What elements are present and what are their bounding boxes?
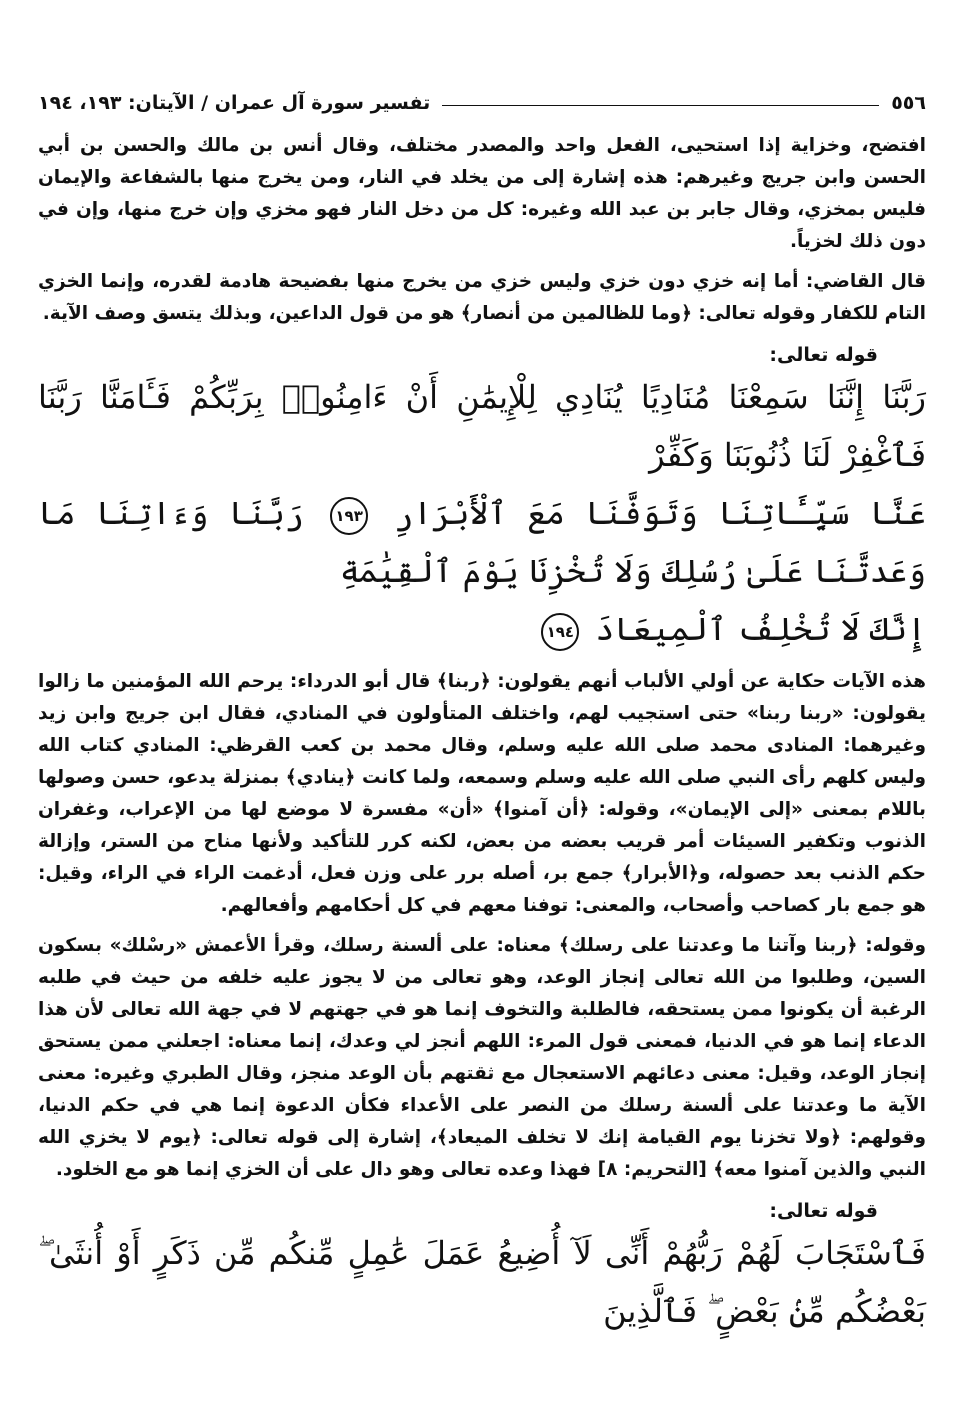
quran-verse-block: [38, 1224, 926, 1340]
verse-line: [38, 484, 926, 600]
verse-number-icon: ١٩٤: [541, 613, 579, 651]
verse-text: إِنَّكَ لَا تُخْلِفُ ٱلْمِيعَادَ: [595, 610, 926, 648]
commentary-paragraph: قال القاضي: أما إنه خزي دون خزي وليس خزي من يخرج منها بفضيحة هادمة لقدره، وإنما الخزي التام للكفار وقوله تعالى: ﴿وما للظالمين من أنصار﴾ هو من قول الداعين، وبذلك يتسق وصف الآية.: [38, 271, 926, 324]
commentary-paragraph: هذه الآيات حكاية عن أولي الألباب أنهم يقولون: ﴿ربنا﴾ قال أبو الدرداء: يرحم الله المؤمنين ما زالوا يقولون: «ربنا ربنا» حتى استجيب لهم، واختلف المتأولون في المنادي، فقال ابن جريج وابن زيد وغيرهما: المنادى محمد صلى الله عليه وسلم، وقال محمد بن كعب القرظي: المنادي كتاب الله وليس كلهم رأى النبي صلى الله عليه وسلم وسمعه، ولما كانت ﴿ينادي﴾ بمنزلة يدعو، حسن وصولها باللام بمعنى «إلى الإيمان»، وقوله: ﴿أن آمنوا﴾ «أن» مفسرة لا موضع لها من الإعراب، وغفران الذنوب وتكفير السيئات أمر قريب بعضه من بعض، لكنه كرر للتأكيد ولأنها مناح من الستر، وإزالة حكم الذنب بعد حصوله، و﴿الأبرار﴾ جمع بر، أصله برر على وزن فعل، أدغمت الراء في الراء، وقيل: هو جمع بار كصاحب وأصحاب، والمعنى: توفنا معهم في كل أحكامهم وأفعالهم.: [38, 671, 926, 916]
verse-text: عَنَّا سَيِّـَٔاتِنَا وَتَوَفَّنَا مَعَ ٱلْأَبْرَارِ: [394, 494, 926, 532]
page-header: [38, 88, 926, 118]
verse-line: [38, 600, 926, 658]
running-title: تفسير سورة آل عمران / الآيتان: ١٩٣، ١٩٤: [38, 92, 431, 114]
commentary-paragraph: وقوله: ﴿ربنا وآتنا ما وعدتنا على رسلك﴾ معناه: على ألسنة رسلك، وقرأ الأعمش «رسْلك» بسكون السين، وطلبوا من الله تعالى إنجاز الوعد، وهو تعالى من لا يجوز عليه خلفه من حيث في طلبه الرغبة أن يكونوا ممن يستحقه، فالطلبة والتخوف إنما هو في جهتهم لا في جهة الله تعالى لأن هذا الدعاء إنما هو في الدنيا، فمعنى قول المرء: اللهم أنجز لي وعدك، إنما معناه: اجعلني ممن يستحق إنجاز الوعد، وقيل: معنى دعائهم الاستعجال مع ثقتهم بأن الوعد منجز، وقال الطبري وغيره: معنى الآية ما وعدتنا على ألسنة رسلك من النصر على الأعداء فكأن الدعوة إنما هي في حكم الدنيا، وقولهم: ﴿ولا تخزنا يوم القيامة إنك لا تخلف الميعاد﴾، إشارة إلى قوله تعالى: ﴿يوم لا يخزي الله النبي والذين آمنوا معه﴾ [التحريم: ٨] فهذا وعده تعالى وهو دال على أن الخزي إنما هو مع الخلود.: [38, 935, 926, 1180]
page-number: ٥٥٦: [891, 92, 926, 114]
header-rule: [442, 105, 879, 106]
commentary-paragraph: افتضح، وخزاية إذا استحيى، الفعل واحد والمصدر مختلف، وقال أنس بن مالك والحسن بن أبي الحسن وابن جريج وغيرهم: هذه إشارة إلى من يخلد في النار، ومن يخرج منها بالشفاعة والإيمان فليس بمخزي، وقال جابر بن عبد الله وغيره: كل من دخل النار فهو مخزي وإن خرج منها، وإن في دون ذلك لخزياً.: [38, 135, 926, 252]
verse-text: رَبَّنَا وَءَاتِنَا مَا وَعَدتَّنَا عَلَىٰ رُسُلِكَ وَلَا تُخْزِنَا يَوْمَ ٱلْقِيَٰمَةِ: [38, 494, 926, 590]
verse-intro-label: قوله تعالى:: [769, 1200, 878, 1222]
verse-intro-label: قوله تعالى:: [769, 344, 878, 366]
quran-verse-block: [38, 368, 926, 658]
verse-line: فَٱسْتَجَابَ لَهُمْ رَبُّهُمْ أَنِّى لَآ أُضِيعُ عَمَلَ عَٰمِلٍ مِّنكُم مِّن ذَكَرٍ أَوْ أُنثَىٰ ۖ بَعْضُكُم مِّنۢ بَعْضٍ ۖ فَٱلَّذِينَ: [38, 1234, 926, 1330]
verse-line: رَبَّنَا إِنَّنَا سَمِعْنَا مُنَادِيًا يُنَادِي لِلْإِيمَٰنِ أَنْ ءَامِنُوا۟ بِرَبِّكُمْ فَـَٔامَنَّا رَبَّنَا فَٱغْفِرْ لَنَا ذُنُوبَنَا وَكَفِّرْ: [38, 378, 926, 474]
verse-number-icon: ١٩٣: [330, 497, 368, 535]
